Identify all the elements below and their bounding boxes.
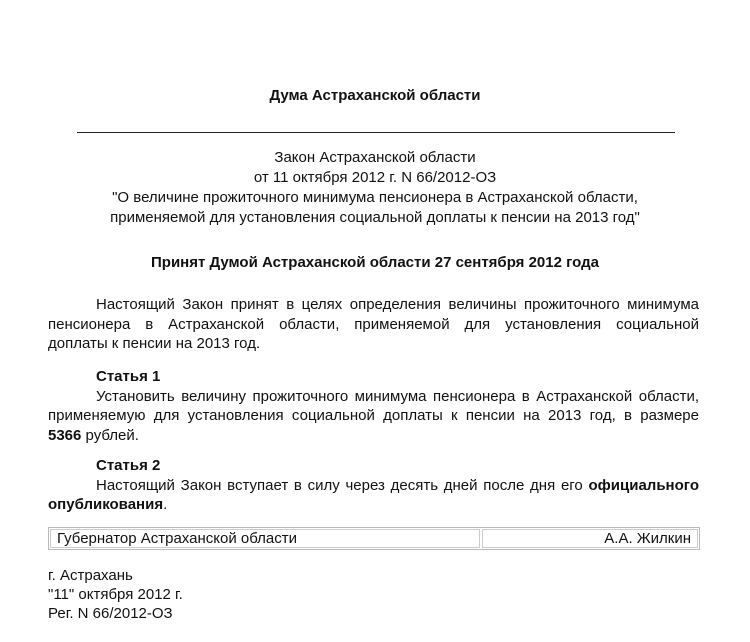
article-2-bold-official: официального [588, 476, 699, 494]
preamble-line-1: Настоящий Закон принят в целях определения величины прожиточного минимума [96, 296, 699, 313]
preamble-line-2: пенсионера в Астраханской области, применяемой для установления социальной [48, 315, 699, 333]
article-2-heading: Статья 2 [96, 457, 161, 474]
law-date-number: от 11 октября 2012 г. N 66/2012-ОЗ [253, 169, 497, 186]
issuer-heading: Дума Астраханской области [269, 87, 481, 104]
pension-amount: 5366 [48, 426, 82, 444]
article-1-line-1: Установить величину прожиточного минимума пенсионера в Астраханской области, [96, 387, 699, 405]
article-1-line-2: применяемую для установления социальной доплаты к пенсии на 2013 год, в размере [48, 407, 699, 424]
preamble-paragraph [48, 295, 699, 354]
footer-block [48, 566, 183, 623]
article-1-currency: рублей. [81, 426, 139, 444]
law-title-line-1: "О величине прожиточного минимума пенсионера в Астраханской области, [112, 189, 638, 206]
law-header [0, 148, 750, 228]
article-2-period: . [163, 496, 168, 513]
signature-table [48, 527, 700, 550]
article-2-line-1 [48, 476, 699, 496]
preamble-line-3: доплаты к пенсии на 2013 год. [48, 335, 261, 352]
article-1 [48, 367, 699, 445]
signatory-name: А.А. Жилкин [482, 529, 698, 548]
law-type: Закон Астраханской области [274, 149, 476, 166]
adoption-line: Принят Думой Астраханской области 27 сентября 2012 года [151, 254, 599, 271]
footer-registration: Рег. N 66/2012-ОЗ [48, 605, 173, 622]
signatory-position: Губернатор Астраханской области [50, 529, 480, 548]
article-2 [48, 456, 699, 515]
law-title-line-2: применяемой для установления социальной доплаты к пенсии на 2013 год" [110, 209, 640, 226]
horizontal-rule [77, 132, 675, 133]
article-2-bold-publication: опубликования [48, 496, 164, 513]
article-2-text: Настоящий Закон вступает в силу через десять дней после дня его [96, 476, 589, 494]
article-1-heading: Статья 1 [96, 368, 161, 385]
article-1-line-3 [48, 426, 699, 446]
footer-place: г. Астрахань [48, 567, 133, 584]
footer-date: "11" октября 2012 г. [48, 586, 183, 603]
article-2-line-2 [48, 495, 699, 515]
